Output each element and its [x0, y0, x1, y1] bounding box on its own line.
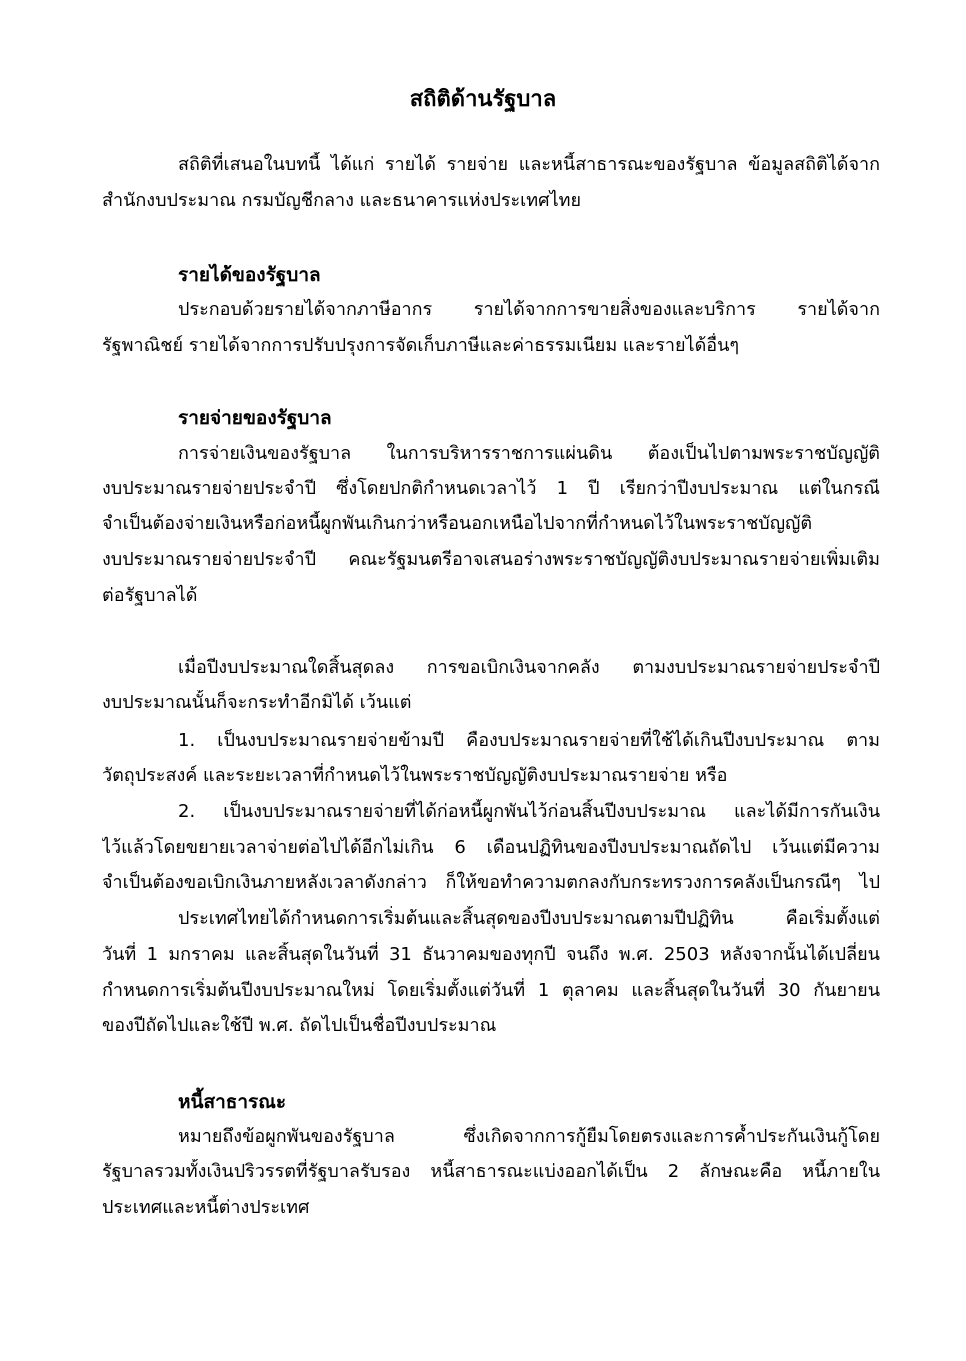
- list-item-2-line-1: 2. เป็นงบประมาณรายจ่ายที่ได้ก่อหนี้ผูกพันไว้ก่อนสิ้นปีงบประมาณ และได้มีการกันเงิน: [178, 801, 880, 822]
- expenditure-para2-line-2: งบประมาณนั้นก็จะกระทำอีกมิได้ เว้นแต่: [102, 692, 412, 713]
- expenditure-para3-line-2: วันที่ 1 มกราคม และสิ้นสุดในวันที่ 31 ธันวาคมของทุกปี จนถึง พ.ศ. 2503 หลังจากนั้นได้เปลี่ยน: [102, 944, 880, 965]
- debt-heading: หนี้สาธารณะ: [178, 1091, 287, 1113]
- intro-line-2: สำนักงบประมาณ กรมบัญชีกลาง และธนาคารแห่งประเทศไทย: [102, 190, 582, 211]
- revenue-heading: รายได้ของรัฐบาล: [178, 264, 321, 286]
- revenue-line-2: รัฐพาณิชย์ รายได้จากการปรับปรุงการจัดเก็บภาษีและค่าธรรมเนียม และรายได้อื่นๆ: [102, 335, 740, 356]
- expenditure-para2-line-1: เมื่อปีงบประมาณใดสิ้นสุดลง การขอเบิกเงินจากคลัง ตามงบประมาณรายจ่ายประจำปี: [178, 657, 880, 678]
- intro-line-1: สถิติที่เสนอในบทนี้ ได้แก่ รายได้ รายจ่าย และหนี้สาธารณะของรัฐบาล ข้อมูลสถิติได้จาก: [178, 154, 880, 175]
- list-item-2-line-2: ไว้แล้วโดยขยายเวลาจ่ายต่อไปได้อีกไม่เกิน 6 เดือนปฏิทินของปีงบประมาณถัดไป เว้นแต่มีความ: [102, 837, 880, 858]
- debt-line-2: รัฐบาลรวมทั้งเงินปริวรรตที่รัฐบาลรับรอง หนี้สาธารณะแบ่งออกได้เป็น 2 ลักษณะคือ หนี้ภายใน: [102, 1161, 880, 1182]
- page-title: สถิติด้านรัฐบาล: [409, 87, 557, 112]
- expenditure-line-4: งบประมาณรายจ่ายประจำปี คณะรัฐมนตรีอาจเสนอร่างพระราชบัญญัติงบประมาณรายจ่ายเพิ่มเติม: [102, 549, 880, 570]
- debt-line-3: ประเทศและหนี้ต่างประเทศ: [102, 1197, 310, 1218]
- list-item-2-line-3: จำเป็นต้องขอเบิกเงินภายหลังเวลาดังกล่าว ก็ให้ขอทำความตกลงกับกระทรวงการคลังเป็นกรณีๆ ไป: [102, 872, 880, 893]
- expenditure-line-1: การจ่ายเงินของรัฐบาล ในการบริหารราชการแผ่นดิน ต้องเป็นไปตามพระราชบัญญัติ: [178, 443, 880, 464]
- debt-line-1: หมายถึงข้อผูกพันของรัฐบาล ซึ่งเกิดจากการกู้ยืมโดยตรงและการค้ำประกันเงินกู้โดย: [178, 1126, 880, 1147]
- expenditure-para3-line-1: ประเทศไทยได้กำหนดการเริ่มต้นและสิ้นสุดของปีงบประมาณตามปีปฏิทิน คือเริ่มตั้งแต่: [178, 908, 880, 929]
- expenditure-heading: รายจ่ายของรัฐบาล: [178, 407, 332, 429]
- list-item-1-line-2: วัตถุประสงค์ และระยะเวลาที่กำหนดไว้ในพระราชบัญญัติงบประมาณรายจ่าย หรือ: [102, 765, 728, 786]
- expenditure-para3-line-4: ของปีถัดไปและใช้ปี พ.ศ. ถัดไปเป็นชื่อปีงบประมาณ: [102, 1015, 497, 1036]
- expenditure-line-2: งบประมาณรายจ่ายประจำปี ซึ่งโดยปกติกำหนดเวลาไว้ 1 ปี เรียกว่าปีงบประมาณ แต่ในกรณี: [102, 478, 880, 499]
- expenditure-para3-line-3: กำหนดการเริ่มต้นปีงบประมาณใหม่ โดยเริ่มตั้งแต่วันที่ 1 ตุลาคม และสิ้นสุดในวันที่ 30 กันยายน: [102, 980, 880, 1001]
- revenue-line-1: ประกอบด้วยรายได้จากภาษีอากร รายได้จากการขายสิ่งของและบริการ รายได้จาก: [178, 299, 880, 320]
- list-item-1-line-1: 1. เป็นงบประมาณรายจ่ายข้ามปี คืองบประมาณรายจ่ายที่ใช้ได้เกินปีงบประมาณ ตาม: [178, 730, 880, 751]
- expenditure-line-3: จำเป็นต้องจ่ายเงินหรือก่อหนี้ผูกพันเกินกว่าหรือนอกเหนือไปจากที่กำหนดไว้ในพระราชบัญญัติ: [102, 513, 813, 534]
- expenditure-line-5: ต่อรัฐบาลได้: [102, 585, 198, 606]
